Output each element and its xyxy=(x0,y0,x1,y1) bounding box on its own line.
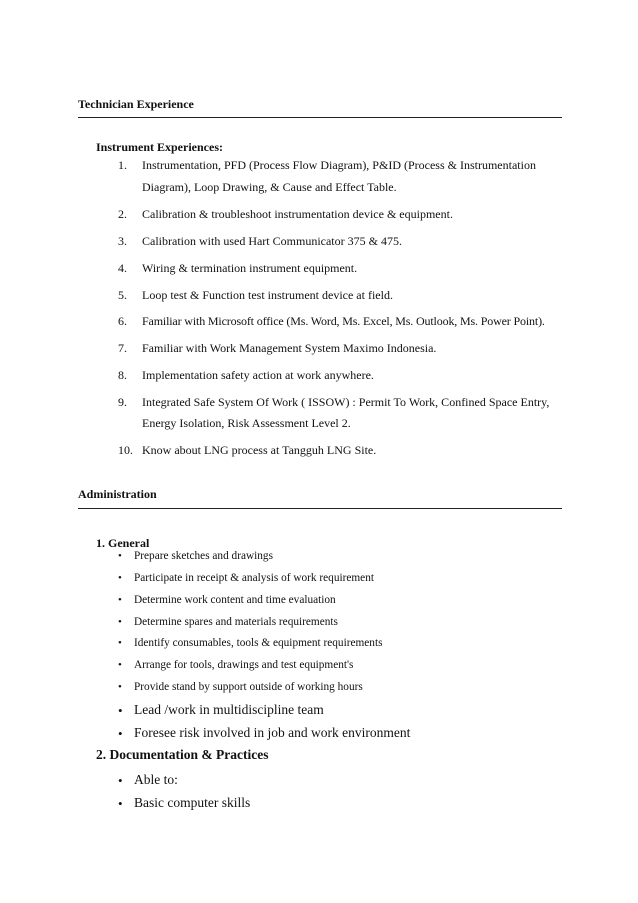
list-number: 3. xyxy=(118,234,127,248)
bullet: • xyxy=(118,637,122,649)
bullet-item-text: Basic computer skills xyxy=(134,795,251,810)
bullet: • xyxy=(118,773,123,788)
subsection-title-instrument: Instrument Experiences: xyxy=(96,140,223,154)
list-number: 9. xyxy=(118,395,127,409)
list-number: 5. xyxy=(118,288,127,302)
bullet: • xyxy=(118,594,122,606)
bullet-item-text: Prepare sketches and drawings xyxy=(134,550,273,562)
bullet-item-text: Arrange for tools, drawings and test equipment's xyxy=(134,659,354,671)
subsection-title-documentation: 2. Documentation & Practices xyxy=(96,747,269,762)
section-title-administration: Administration xyxy=(78,487,157,501)
list-number: 1. xyxy=(118,158,127,172)
list-item-text: Loop test & Function test instrument device at field. xyxy=(142,288,393,302)
section-title-technician: Technician Experience xyxy=(78,97,194,111)
list-number: 8. xyxy=(118,368,127,382)
bullet-item-text: Participate in receipt & analysis of work requirement xyxy=(134,572,374,584)
list-number: 4. xyxy=(118,261,127,275)
bullet-item-text: Identify consumables, tools & equipment requirements xyxy=(134,637,383,649)
list-number: 2. xyxy=(118,207,127,221)
bullet-item-text: Determine spares and materials requirements xyxy=(134,616,338,628)
bullet: • xyxy=(118,681,122,693)
list-item-text: Implementation safety action at work anywhere. xyxy=(142,368,374,382)
bullet-item-text: Provide stand by support outside of working hours xyxy=(134,681,363,693)
bullet: • xyxy=(118,659,122,671)
bullet: • xyxy=(118,703,123,718)
bullet-item-text: Lead /work in multidiscipline team xyxy=(134,702,324,717)
subsection-title-general: 1. General xyxy=(96,536,150,550)
bullet-item-text: Foresee risk involved in job and work environment xyxy=(134,725,411,740)
bullet: • xyxy=(118,726,123,741)
list-item-text: Diagram), Loop Drawing, & Cause and Effect Table. xyxy=(142,180,397,194)
list-number: 7. xyxy=(118,341,127,355)
list-item-text: Integrated Safe System Of Work ( ISSOW) : Permit To Work, Confined Space Entry, xyxy=(142,395,550,409)
list-item-text: Calibration with used Hart Communicator 375 & 475. xyxy=(142,234,402,248)
section-divider xyxy=(78,508,562,509)
list-item-text: Wiring & termination instrument equipment. xyxy=(142,261,358,275)
bullet-item-text: Able to: xyxy=(134,772,178,787)
list-item-text: Energy Isolation, Risk Assessment Level 2. xyxy=(142,416,351,430)
bullet: • xyxy=(118,572,122,584)
bullet: • xyxy=(118,550,122,562)
list-number: 6. xyxy=(118,314,127,328)
list-item-text: Know about LNG process at Tangguh LNG Site. xyxy=(142,443,377,457)
list-number: 10. xyxy=(118,443,133,457)
section-divider xyxy=(78,117,562,118)
list-item-text: Calibration & troubleshoot instrumentation device & equipment. xyxy=(142,207,453,221)
bullet: • xyxy=(118,796,123,811)
list-item-text: Instrumentation, PFD (Process Flow Diagram), P&ID (Process & Instrumentation xyxy=(142,158,536,172)
bullet: • xyxy=(118,616,122,628)
list-item-text: Familiar with Work Management System Maximo Indonesia. xyxy=(142,341,437,355)
list-item-text: Familiar with Microsoft office (Ms. Word, Ms. Excel, Ms. Outlook, Ms. Power Point). xyxy=(142,314,545,328)
bullet-item-text: Determine work content and time evaluation xyxy=(134,594,336,606)
